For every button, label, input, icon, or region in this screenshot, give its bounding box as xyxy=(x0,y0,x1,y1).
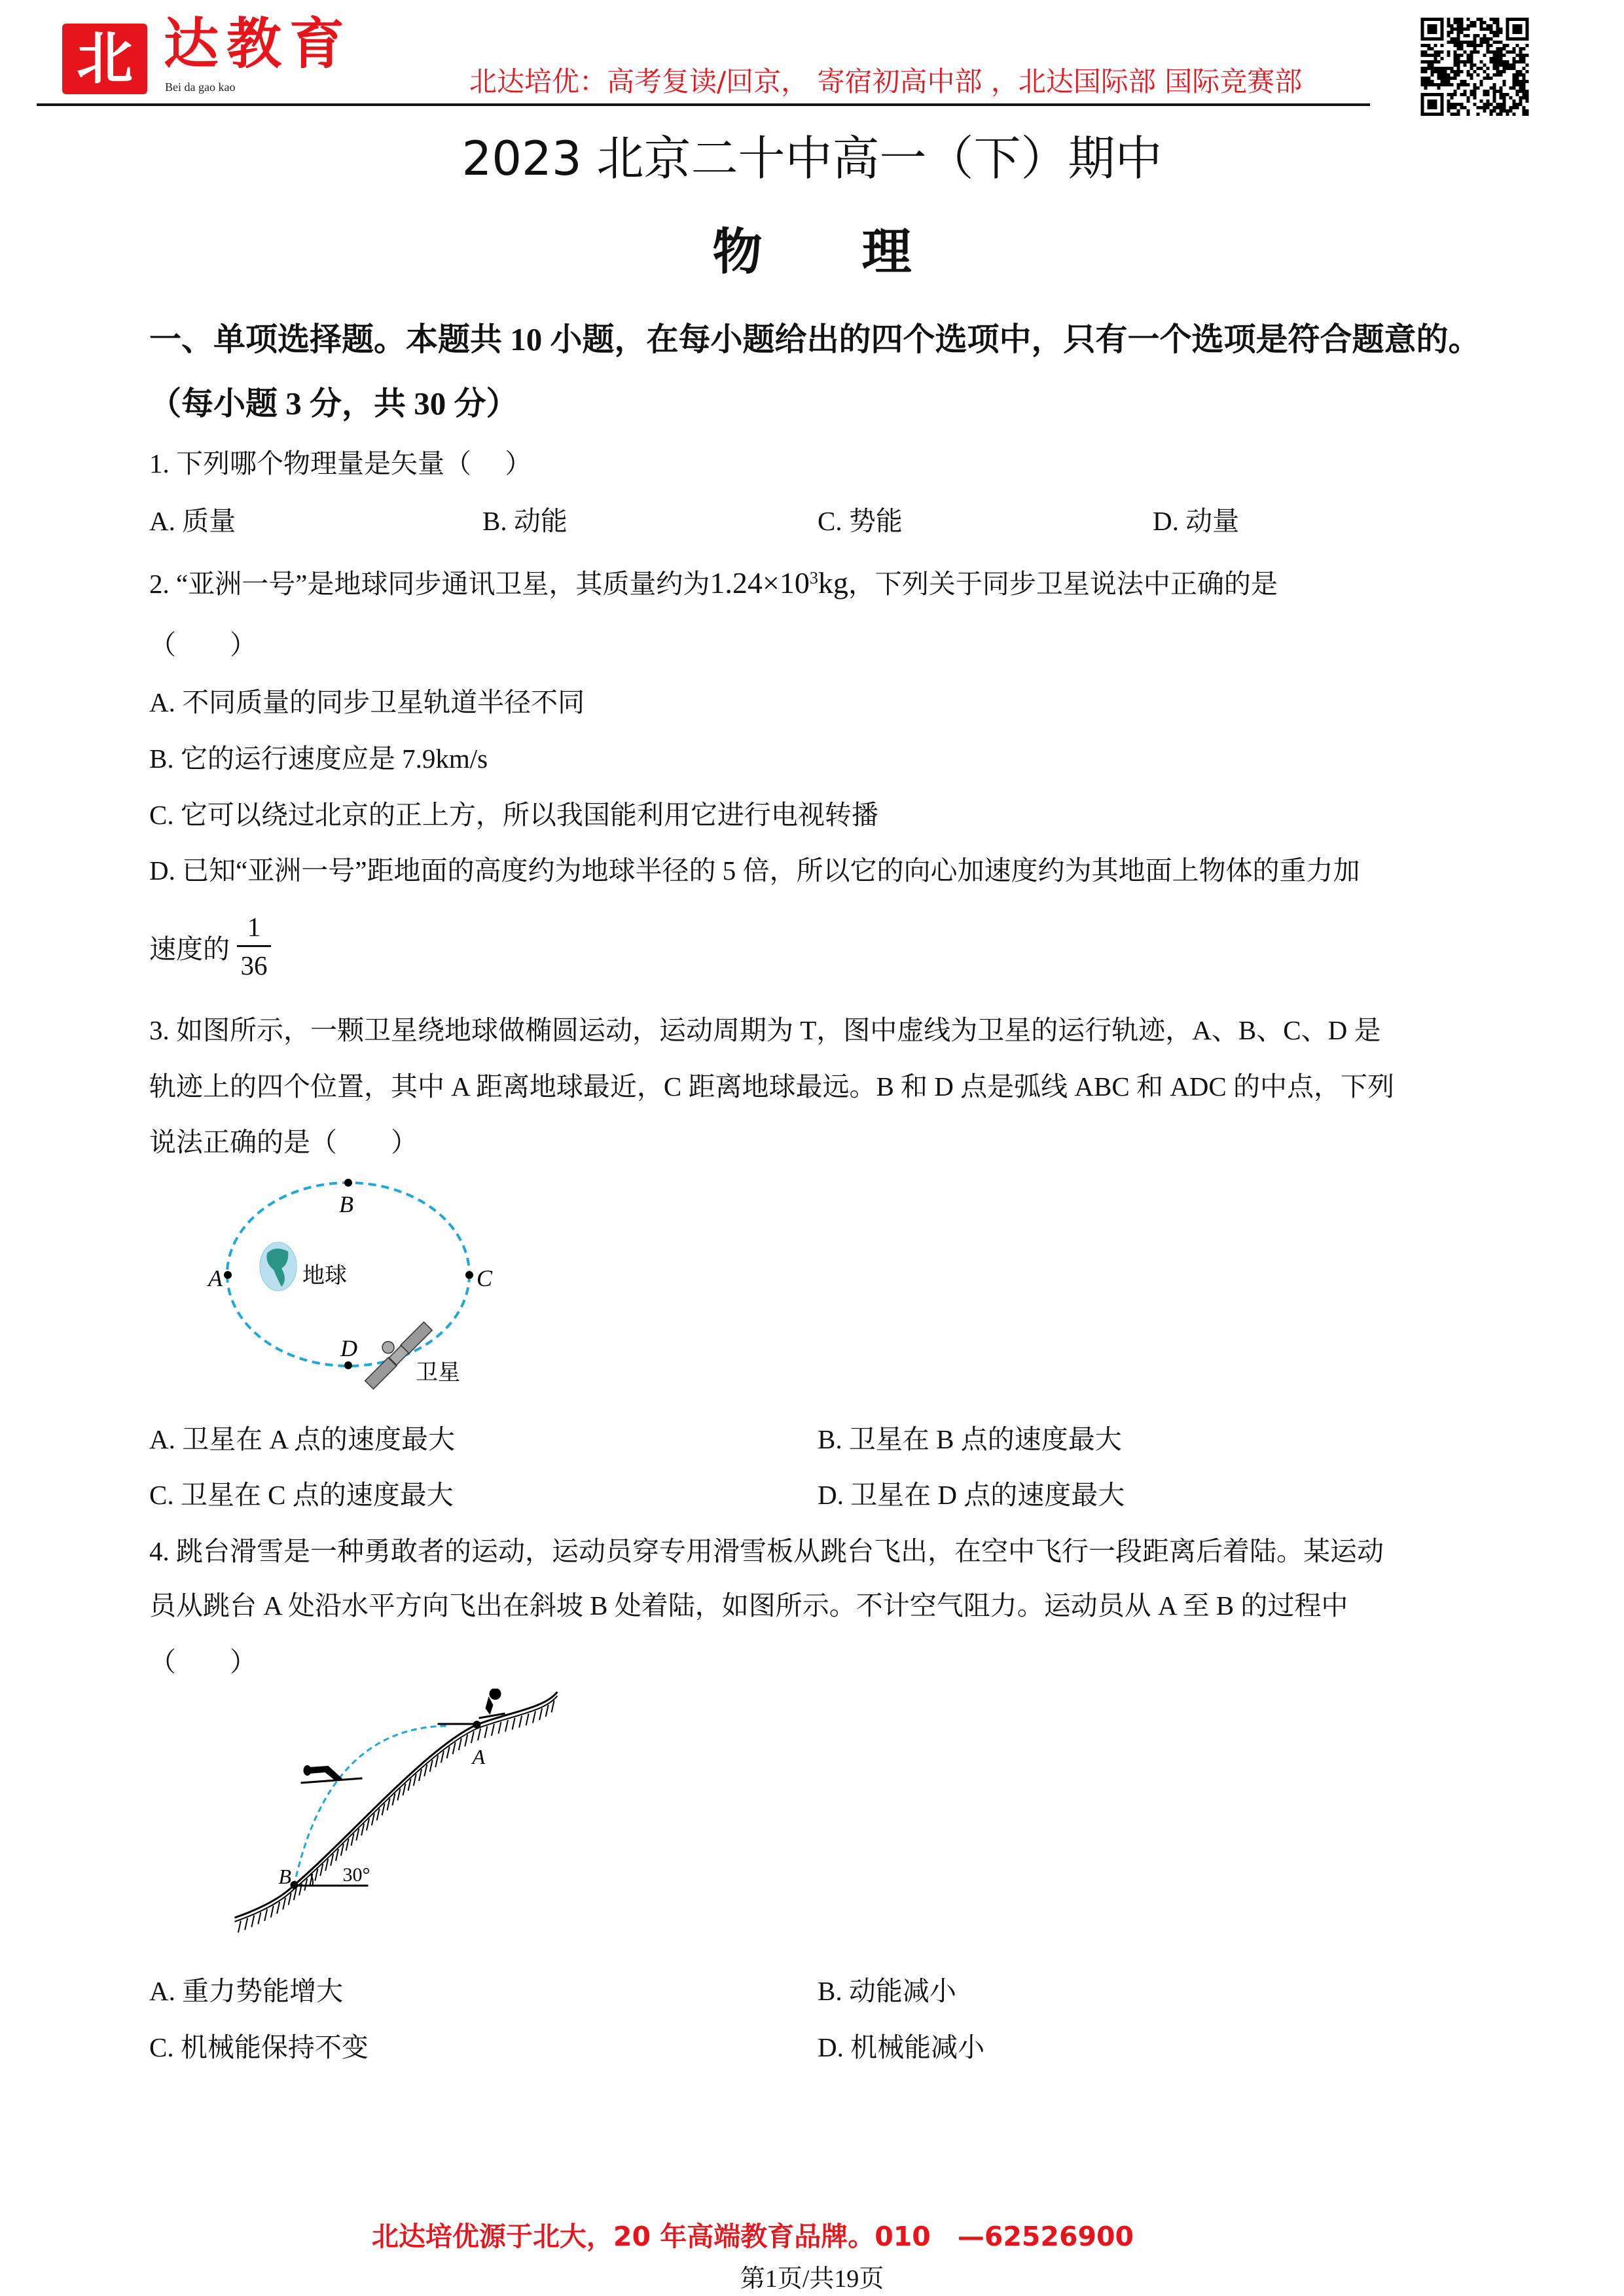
q1-option-d: D. 动量 xyxy=(1153,506,1240,536)
footer-ad: 北达培优源于北大，20 年高端教育品牌。010 —62526900 xyxy=(371,2221,1134,2252)
q3-option-b: B. 卫星在 B 点的速度最大 xyxy=(818,1424,1122,1454)
q1-option-b: B. 动能 xyxy=(482,506,568,536)
label-a: A xyxy=(472,1745,486,1768)
point-a xyxy=(224,1271,232,1279)
q2-option-a: A. 不同质量的同步卫星轨道半径不同 xyxy=(149,687,585,717)
label-b: B xyxy=(339,1191,353,1217)
fraction-numerator: 1 xyxy=(247,912,261,942)
fraction-one-36 xyxy=(237,911,271,981)
section-note: （每小题 3 分，共 30 分） xyxy=(149,386,518,422)
q2-answer-paren: （ ） xyxy=(149,630,257,660)
qr-code-icon xyxy=(1420,18,1529,116)
q2-option-d: D. 已知“亚洲一号”距地面的高度约为地球半径的 5 倍，所以它的向心加速度约为其地面上物体的重力加 xyxy=(149,855,1360,886)
q1-option-c: C. 势能 xyxy=(818,506,903,536)
label-earth: 地球 xyxy=(302,1264,347,1288)
label-d: D xyxy=(340,1335,357,1361)
q4-option-d: D. 机械能减小 xyxy=(818,2032,985,2062)
q2-option-c: C. 它可以绕过北京的正上方，所以我国能利用它进行电视转播 xyxy=(149,800,878,830)
page-title: 2023 北京二十中高一（下）期中 xyxy=(461,131,1163,186)
q2-stem-a: 2. “亚洲一号”是地球同步通讯卫星，其质量约为 xyxy=(149,569,710,599)
q2-option-b: B. 它的运行速度应是 7.9km/s xyxy=(149,744,488,774)
logo-mark: 北 xyxy=(62,24,147,94)
label-c: C xyxy=(477,1265,493,1291)
label-a: A xyxy=(208,1265,223,1291)
fraction-denominator: 36 xyxy=(240,950,268,980)
question-4-line-1: 4. 跳台滑雪是一种勇敢者的运动，运动员穿专用滑雪板从跳台飞出，在空中飞行一段距离后着陆。某运动 xyxy=(149,1536,1384,1566)
question-3-line-1: 3. 如图所示，一颗卫星绕地球做椭圆运动，运动周期为 T，图中虚线为卫星的运行轨迹，A、B、C、D 是 xyxy=(149,1015,1381,1045)
q3-option-a: A. 卫星在 A 点的速度最大 xyxy=(149,1424,455,1454)
trajectory-path xyxy=(295,1726,446,1885)
q4-option-a: A. 重力势能增大 xyxy=(149,1976,344,2006)
question-4-line-2: 员从跳台 A 处沿水平方向飞出在斜坡 B 处着陆，如图所示。不计空气阻力。运动员从 A 至 B 的过程中 xyxy=(149,1590,1348,1621)
skier-standing-icon xyxy=(479,1689,505,1718)
q3-option-d: D. 卫星在 D 点的速度最大 xyxy=(818,1480,1125,1510)
point-c xyxy=(465,1271,473,1279)
label-satellite: 卫星 xyxy=(416,1361,460,1385)
question-1-stem: 1. 下列哪个物理量是矢量（ ） xyxy=(149,448,532,478)
point-d xyxy=(344,1361,352,1369)
question-3-line-2: 轨迹上的四个位置，其中 A 距离地球最近，C 距离地球最远。B 和 D 点是弧线 ABC 和 ADC 的中点，下列 xyxy=(149,1071,1395,1102)
point-b xyxy=(291,1881,298,1889)
q1-option-a: A. 质量 xyxy=(149,506,236,536)
question-2-stem xyxy=(149,567,1278,600)
header-divider xyxy=(37,103,1370,106)
page-number: 第1页/共19页 xyxy=(740,2265,884,2293)
section-heading: 一、单项选择题。本题共 10 小题，在每小题给出的四个选项中，只有一个选项是符合题意的。 xyxy=(149,321,1481,357)
label-b: B xyxy=(278,1865,292,1888)
subject-title: 物 理 xyxy=(712,223,912,281)
header-slogan: 北达培优：高考复读/回京， 寄宿初高中部 ，北达国际部 国际竞赛部 xyxy=(469,65,1303,98)
point-b xyxy=(344,1179,352,1187)
point-a xyxy=(473,1721,481,1729)
angle-label: 30° xyxy=(342,1864,370,1886)
q2-stem-b: ，下列关于同步卫星说法中正确的是 xyxy=(848,569,1278,599)
earth-icon xyxy=(260,1242,297,1291)
question-3-line-3: 说法正确的是（ ） xyxy=(149,1127,418,1157)
question-4-line-3: （ ） xyxy=(149,1647,257,1677)
logo-subtitle: Bei da gao kao xyxy=(165,81,236,94)
logo-text: 达教育 xyxy=(164,11,353,76)
q2-mass: 1.24×10 xyxy=(710,566,810,600)
q3-option-c: C. 卫星在 C 点的速度最大 xyxy=(149,1480,454,1510)
q4-option-b: B. 动能减小 xyxy=(818,1976,956,2006)
fraction-bar xyxy=(237,945,271,947)
q2-exponent: 3 xyxy=(809,568,818,588)
q2-unit: kg xyxy=(818,566,848,600)
skier-flying-icon xyxy=(301,1765,363,1783)
ski-jump-diagram xyxy=(144,1689,661,1957)
q2-option-d-tail: 速度的 xyxy=(149,934,230,964)
q4-option-c: C. 机械能保持不变 xyxy=(149,2032,369,2062)
orbit-diagram xyxy=(131,1165,589,1401)
